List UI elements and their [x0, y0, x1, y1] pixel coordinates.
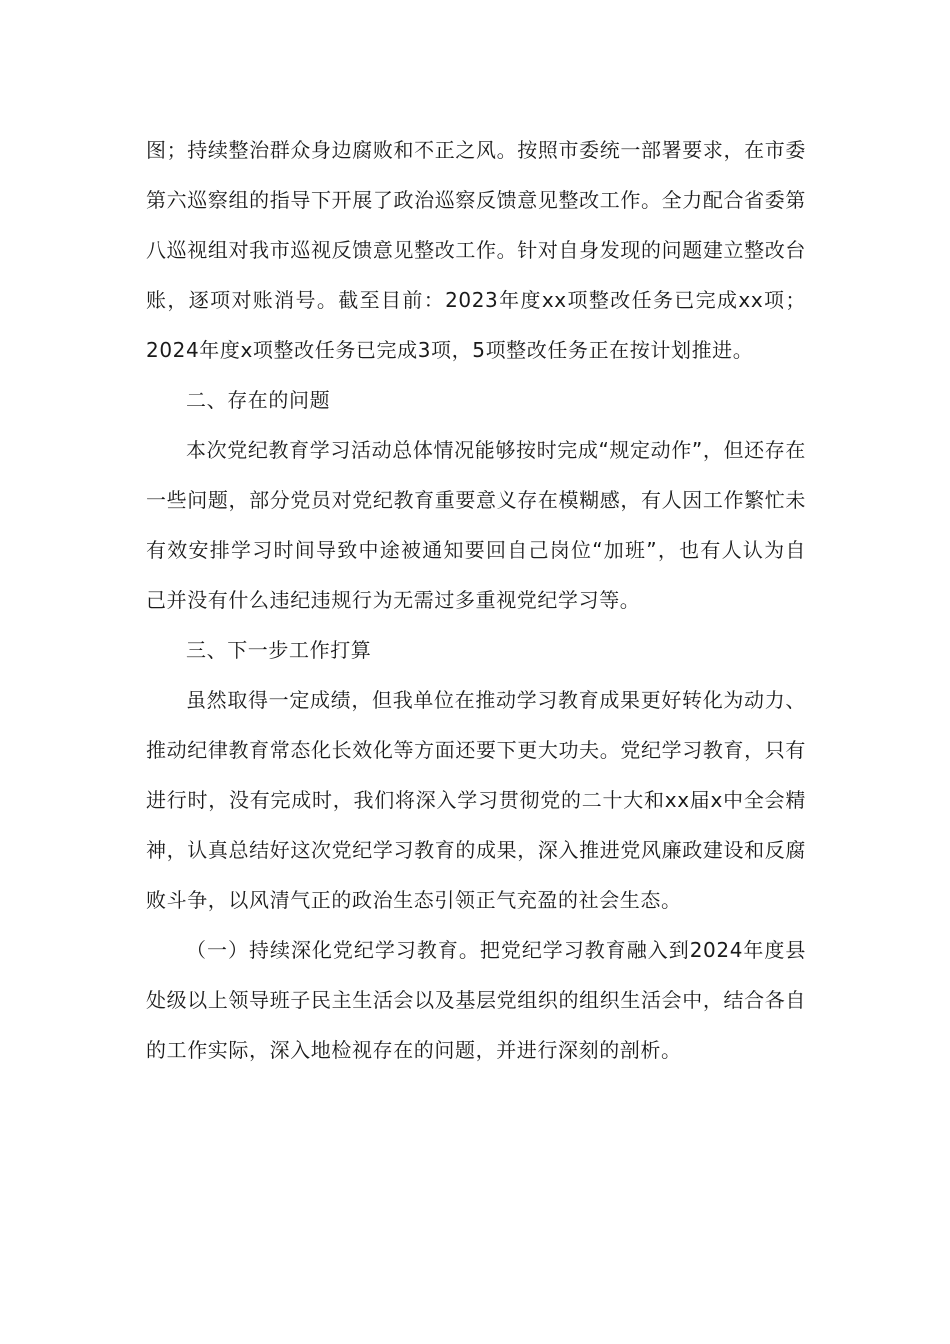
paragraph-problems: 本次党纪教育学习活动总体情况能够按时完成“规定动作”，但还存在一些问题，部分党员对党纪教育重要意义存在模糊感，有人因工作繁忙未有效安排学习时间导致中途被通知要回自己岗位“加班”，也有人认为自己并没有什么违纪违规行为无需过多重视党纪学习等。 [146, 438, 807, 612]
document-body [146, 125, 806, 1075]
paragraph-deepen-education: （一）持续深化党纪学习教育。把党纪学习教育融入到2024年度县处级以上领导班子民主生活会以及基层党组织的组织生活会中，结合各自的工作实际，深入地检视存在的问题，并进行深刻的剖析。 [146, 938, 806, 1062]
paragraph-rectification-progress: 图；持续整治群众身边腐败和不正之风。按照市委统一部署要求，在市委第六巡察组的指导下开展了政治巡察反馈意见整改工作。全力配合省委第八巡视组对我市巡视反馈意见整改工作。针对自身发现的问题建立整改台账，逐项对账消号。截至目前：2023年度xx项整改任务已完成xx项；2024年度x项整改任务已完成3项，5项整改任务正在按计划推进。 [146, 138, 806, 362]
section-heading-existing-problems: 二、存在的问题 [186, 388, 331, 412]
paragraph-next-steps: 虽然取得一定成绩，但我单位在推动学习教育成果更好转化为动力、推动纪律教育常态化长效化等方面还要下更大功夫。党纪学习教育，只有进行时，没有完成时，我们将深入学习贯彻党的二十大和xx届x中全会精神，认真总结好这次党纪学习教育的成果，深入推进党风廉政建设和反腐败斗争，以风清气正的政治生态引领正气充盈的社会生态。 [146, 688, 806, 912]
section-heading-next-steps: 三、下一步工作打算 [186, 638, 372, 662]
